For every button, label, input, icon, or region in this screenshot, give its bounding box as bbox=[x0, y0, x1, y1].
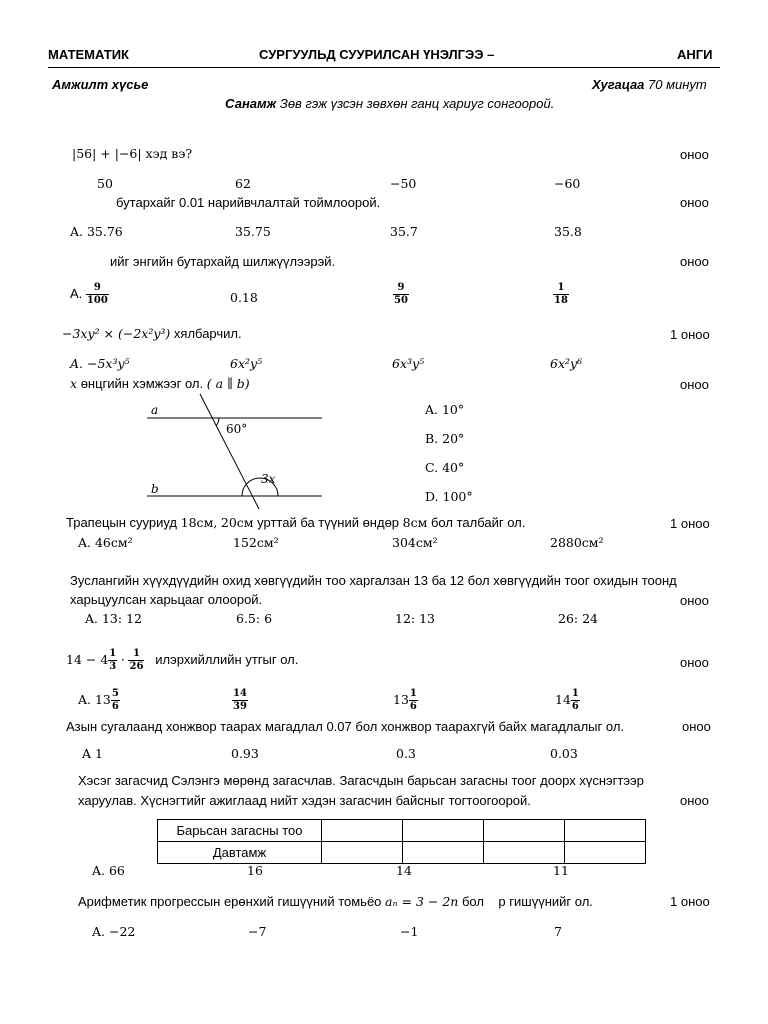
q1-text: |56| + |−6| хэд вэ? bbox=[72, 146, 193, 161]
q11-option-c[interactable]: −1 bbox=[400, 924, 419, 939]
q3-text: ийг энгийн бутархайд шилжүүлээрэй. bbox=[110, 254, 336, 269]
q7-text-line2: харьцуулсан харьцааг олоорой. bbox=[70, 592, 263, 607]
q3-option-c[interactable] bbox=[393, 282, 409, 307]
q8-text: илэрхийллийн утгыг ол. bbox=[155, 651, 299, 667]
header-divider bbox=[48, 67, 720, 68]
q6-text: Трапецын сууриуд 18см, 20см урттай ба түүний өндөр 8см бол талбайг ол. bbox=[66, 515, 526, 530]
table-cell bbox=[565, 842, 646, 864]
time-info bbox=[592, 77, 707, 92]
q10-option-a[interactable]: A. 66 bbox=[92, 863, 125, 878]
table-cell bbox=[322, 842, 403, 864]
angle-arc-top bbox=[216, 418, 219, 426]
q7-option-b[interactable]: 6.5: 6 bbox=[236, 611, 273, 626]
q3-option-a[interactable] bbox=[70, 282, 109, 307]
q2-text: бутархайг 0.01 нарийвчлалтай тоймлоорой. bbox=[116, 195, 381, 210]
q6-option-c[interactable]: 304см² bbox=[392, 535, 438, 550]
subject-label: МАТЕМАТИК bbox=[48, 47, 129, 62]
q11-option-b[interactable]: −7 bbox=[248, 924, 267, 939]
q1-points: оноо bbox=[680, 147, 709, 162]
fish-frequency-table bbox=[157, 819, 646, 864]
q7-option-a[interactable]: A. 13: 12 bbox=[85, 611, 142, 626]
q3-option-c-fraction: $\frac{9}{50}$ bbox=[394, 282, 408, 306]
q9-option-a[interactable]: A 1 bbox=[82, 746, 103, 761]
q3-option-b[interactable]: 0.18 bbox=[230, 290, 258, 305]
q9-text: Азын сугалаанд хонжвор таарах магадлал 0.07 бол хонжвор таарахгүй байх магадлалыг ол. bbox=[66, 719, 625, 734]
grade-label: АНГИ bbox=[677, 47, 713, 62]
instruction-note bbox=[225, 96, 554, 111]
q5-option-c[interactable]: C. 40° bbox=[425, 460, 465, 475]
table-header-fish-count: Барьсан загасны тоо bbox=[158, 820, 322, 842]
table-cell bbox=[403, 820, 484, 842]
good-luck-text: Амжилт хүсье bbox=[52, 77, 149, 92]
q5-text: өнцгийн хэмжээг ол. bbox=[80, 376, 204, 391]
q9-option-d[interactable]: 0.03 bbox=[550, 746, 578, 761]
q5-condition: ( a ∥ b) bbox=[206, 376, 250, 391]
q8-option-a[interactable]: A. 13 $\frac{5}{6}$ bbox=[78, 688, 119, 712]
q3-option-d[interactable] bbox=[553, 282, 569, 307]
q4-option-b[interactable]: 6x²y⁵ bbox=[230, 356, 263, 371]
q3-points: оноо bbox=[680, 254, 709, 269]
q10-points: оноо bbox=[680, 793, 709, 808]
q2-option-c[interactable]: 35.7 bbox=[390, 224, 418, 239]
angle-bottom-label: 3x bbox=[261, 472, 276, 486]
q2-option-b[interactable]: 35.75 bbox=[235, 224, 271, 239]
line-b-label: b bbox=[151, 482, 159, 496]
q5-variable: x bbox=[70, 376, 78, 391]
q11-points: 1 оноо bbox=[670, 894, 710, 909]
q7-option-c[interactable]: 12: 13 bbox=[395, 611, 435, 626]
note-label: Санамж bbox=[225, 96, 277, 111]
transversal-line bbox=[200, 394, 259, 509]
q8-fraction-2: $\frac{1}{26}$ bbox=[129, 648, 144, 672]
q8-option-b[interactable]: $\frac{14}{39}$ bbox=[233, 688, 247, 712]
q11-formula: aₙ = 3 − 2n bbox=[385, 894, 459, 909]
table-cell bbox=[484, 820, 565, 842]
exam-title: СУРГУУЛЬД СУУРИЛСАН ҮНЭЛГЭЭ – bbox=[259, 47, 495, 62]
q6-points: 1 оноо bbox=[670, 516, 710, 531]
q9-points: оноо bbox=[682, 719, 711, 734]
q4-expression: −3xy² × (−2x²y³) bbox=[62, 326, 171, 341]
q1-option-a[interactable]: 50 bbox=[97, 176, 113, 191]
q10-text-line2: харуулав. Хүснэгтийг ажиглаад нийт хэдэн загасчин байсныг тогтоогоорой. bbox=[78, 793, 531, 808]
q4-points: 1 оноо bbox=[670, 327, 710, 342]
q9-option-c[interactable]: 0.3 bbox=[396, 746, 416, 761]
q11-option-d[interactable]: 7 bbox=[554, 924, 562, 939]
q2-option-d[interactable]: 35.8 bbox=[554, 224, 582, 239]
q7-option-d[interactable]: 26: 24 bbox=[558, 611, 598, 626]
time-label: Хугацаа bbox=[592, 77, 645, 92]
q4-option-c[interactable]: 6x³y⁵ bbox=[392, 356, 425, 371]
angle-top-label: 60° bbox=[226, 422, 248, 436]
time-value: 70 минут bbox=[648, 77, 707, 92]
table-cell bbox=[403, 842, 484, 864]
q8-option-d[interactable]: 14 $\frac{1}{6}$ bbox=[555, 688, 579, 712]
q11-question: Арифметик прогрессын ерөнхий гишүүний томьёо aₙ = 3 − 2n бол р гишүүнийг ол. bbox=[78, 894, 593, 909]
q5-option-b[interactable]: B. 20° bbox=[425, 431, 465, 446]
table-header-frequency: Давтамж bbox=[158, 842, 322, 864]
q1-option-c[interactable]: −50 bbox=[390, 176, 417, 191]
table-cell bbox=[484, 842, 565, 864]
table-row bbox=[158, 820, 646, 842]
table-cell bbox=[322, 820, 403, 842]
q4-question bbox=[62, 326, 242, 341]
q6-option-b[interactable]: 152см² bbox=[233, 535, 279, 550]
q8-question: 14 − 4 $\frac{1}{3}$ · $\frac{1}{26}$ илэрхийллийн утгыг ол. bbox=[66, 648, 299, 672]
table-cell bbox=[565, 820, 646, 842]
q10-option-b[interactable]: 16 bbox=[247, 863, 263, 878]
q4-option-a[interactable]: A. −5x³y⁵ bbox=[70, 356, 130, 371]
q4-option-d[interactable]: 6x²y⁶ bbox=[550, 356, 583, 371]
q1-option-b[interactable]: 62 bbox=[235, 176, 251, 191]
q9-option-b[interactable]: 0.93 bbox=[231, 746, 259, 761]
q1-option-d[interactable]: −60 bbox=[554, 176, 581, 191]
q8-points: оноо bbox=[680, 655, 709, 670]
q8-option-c[interactable]: 13 $\frac{1}{6}$ bbox=[393, 688, 417, 712]
q5-question bbox=[70, 376, 250, 391]
q7-points: оноо bbox=[680, 593, 709, 608]
q3-option-a-prefix: A. bbox=[70, 285, 83, 301]
q5-option-a[interactable]: A. 10° bbox=[425, 402, 465, 417]
q10-text-line1: Хэсэг загасчид Сэлэнгэ мөрөнд загасчлав. Загасчдын барьсан загасны тоог доорх хүснэгтээр bbox=[78, 773, 644, 788]
line-a-label: a bbox=[151, 403, 159, 417]
q6-option-a[interactable]: A. 46см² bbox=[78, 535, 133, 550]
q10-option-c[interactable]: 14 bbox=[396, 863, 412, 878]
q8-lead: 14 − 4 bbox=[66, 651, 109, 667]
note-text: Зөв гэж үзсэн зөвхөн ганц хариуг сонгоорой. bbox=[279, 96, 555, 111]
q8-fraction-1: $\frac{1}{3}$ bbox=[109, 648, 117, 672]
q10-option-d[interactable]: 11 bbox=[553, 863, 569, 878]
q4-text: хялбарчил. bbox=[173, 326, 242, 341]
q3-option-d-fraction: $\frac{1}{18}$ bbox=[554, 282, 568, 306]
q6-option-d[interactable]: 2880см² bbox=[550, 535, 604, 550]
q3-option-a-fraction: $\frac{9}{100}$ bbox=[86, 282, 108, 306]
q2-points: оноо bbox=[680, 195, 709, 210]
table-row bbox=[158, 842, 646, 864]
q5-points: оноо bbox=[680, 377, 709, 392]
q2-option-a[interactable]: A. 35.76 bbox=[70, 224, 123, 239]
q7-text-line1: Зуслангийн хүүхдүүдийн охид хөвгүүдийн тоо харгалзан 13 ба 12 бол хөвгүүдийн тоог охидын тоонд bbox=[70, 573, 677, 588]
parallel-lines-figure bbox=[140, 392, 330, 510]
q5-option-d[interactable]: D. 100° bbox=[425, 489, 473, 504]
q11-option-a[interactable]: A. −22 bbox=[92, 924, 136, 939]
